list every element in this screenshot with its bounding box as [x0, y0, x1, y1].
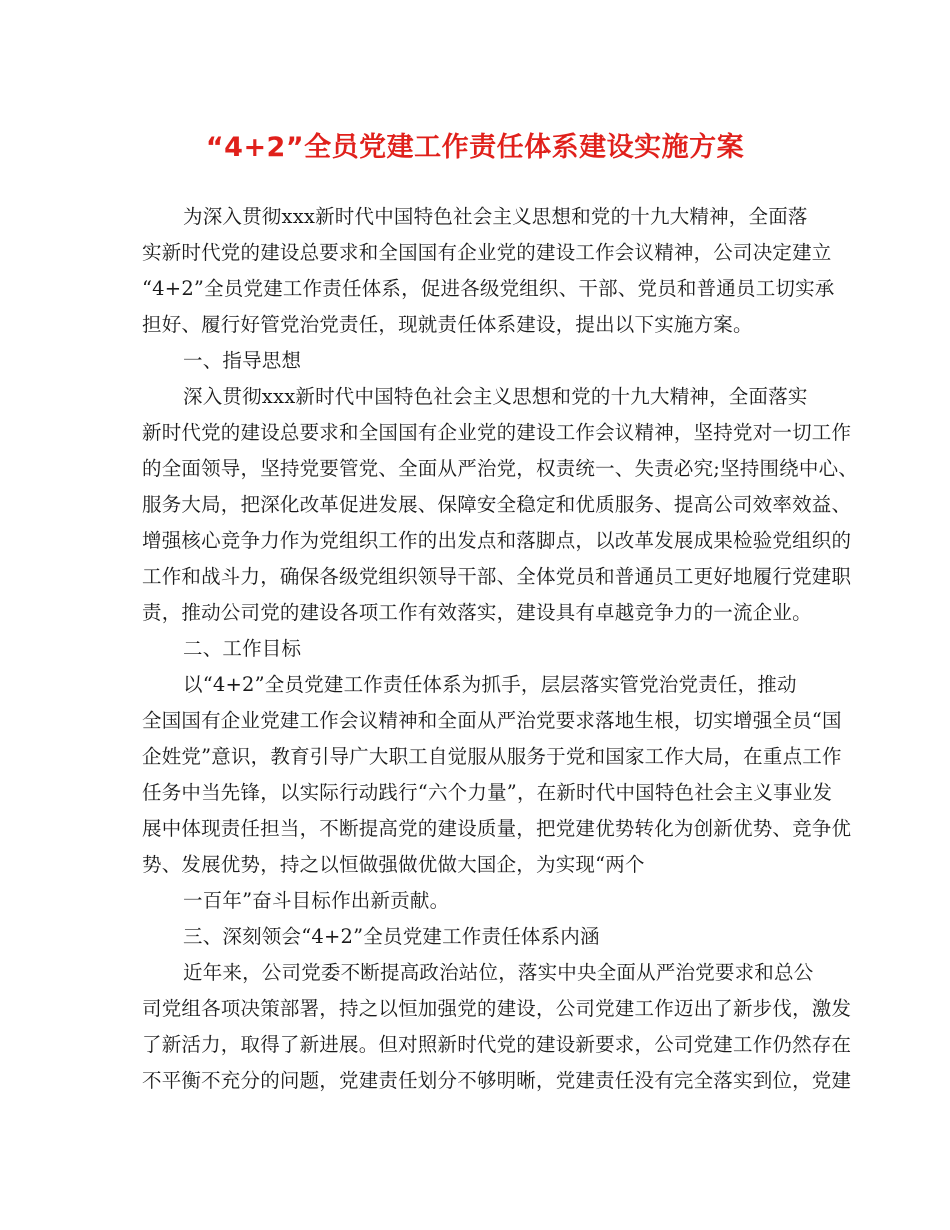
paragraph-line: 展中体现责任担当，不断提高党的建设质量，把党建优势转化为创新优势、竞争优 — [142, 817, 852, 840]
paragraph-line: 担好、履行好管党治党责任，现就责任体系建设，提出以下实施方案。 — [142, 313, 753, 336]
paragraph-line: 的全面领导，坚持党要管党、全面从严治党，权责统一、失责必究;坚持围绕中心、 — [142, 457, 858, 480]
paragraph-line: 为深入贯彻xxx新时代中国特色社会主义思想和党的十九大精神，全面落 — [183, 205, 808, 228]
section-heading: 二、工作目标 — [183, 637, 302, 660]
paragraph-line: 深入贯彻xxx新时代中国特色社会主义思想和党的十九大精神，全面落实 — [183, 385, 808, 408]
paragraph-line: 一百年”奋斗目标作出新贡献。 — [183, 889, 450, 912]
paragraph-line: 增强核心竞争力作为党组织工作的出发点和落脚点，以改革发展成果检验党组织的 — [142, 529, 852, 552]
paragraph-line: 企姓党”意识，教育引导广大职工自觉服从服务于党和国家工作大局，在重点工作 — [142, 745, 842, 768]
section-heading: 一、指导思想 — [183, 349, 302, 372]
paragraph-line: 势、发展优势，持之以恒做强做优做大国企，为实现“两个 — [142, 853, 645, 876]
paragraph-line: 全国国有企业党建工作会议精神和全面从严治党要求落地生根，切实增强全员“国 — [142, 709, 842, 732]
paragraph-line: 任务中当先锋，以实际行动践行“六个力量”，在新时代中国特色社会主义事业发 — [142, 781, 833, 804]
paragraph-line: “4+2”全员党建工作责任体系，促进各级党组织、干部、党员和普通员工切实承 — [142, 277, 835, 300]
paragraph-line: 近年来，公司党委不断提高政治站位，落实中央全面从严治党要求和总公 — [183, 961, 814, 984]
paragraph-line: 工作和战斗力，确保各级党组织领导干部、全体党员和普通员工更好地履行党建职 — [142, 565, 852, 588]
paragraph-line: 司党组各项决策部署，持之以恒加强党的建设，公司党建工作迈出了新步伐，激发 — [142, 997, 852, 1020]
paragraph-line: 新时代党的建设总要求和全国国有企业党的建设工作会议精神，坚持党对一切工作 — [142, 421, 852, 444]
paragraph-line: 责，推动公司党的建设各项工作有效落实，建设具有卓越竞争力的一流企业。 — [142, 601, 812, 624]
paragraph-line: 服务大局，把深化改革促进发展、保障安全稳定和优质服务、提高公司效率效益、 — [142, 493, 852, 516]
document-title: “4+2”全员党建工作责任体系建设实施方案 — [205, 132, 745, 163]
paragraph-line: 以“4+2”全员党建工作责任体系为抓手，层层落实管党治党责任，推动 — [183, 673, 797, 696]
paragraph-line: 了新活力，取得了新进展。但对照新时代党的建设新要求，公司党建工作仍然存在 — [142, 1033, 852, 1056]
paragraph-line: 不平衡不充分的问题，党建责任划分不够明晰，党建责任没有完全落实到位，党建 — [142, 1069, 852, 1092]
section-heading: 三、深刻领会“4+2”全员党建工作责任体系内涵 — [183, 925, 600, 948]
paragraph-line: 实新时代党的建设总要求和全国国有企业党的建设工作会议精神，公司决定建立 — [142, 241, 832, 264]
